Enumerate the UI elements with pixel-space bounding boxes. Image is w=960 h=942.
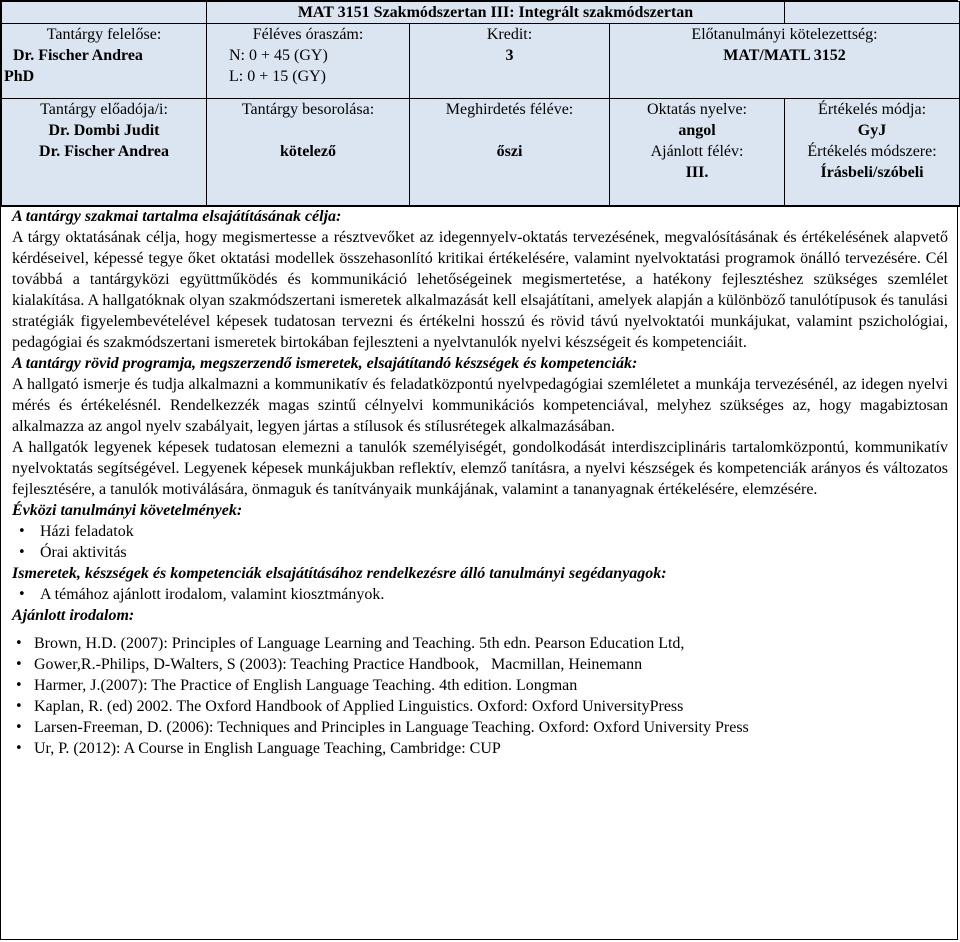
lecturer-name: Dr. Fischer Andrea	[39, 143, 169, 160]
responsible-cell	[2, 24, 207, 99]
prereq-value: MAT/MATL 3152	[723, 47, 846, 64]
requirements-list	[12, 521, 948, 563]
classification-label: Tantárgy besorolása:	[241, 101, 375, 118]
responsible-name: Dr. Fischer Andrea	[13, 47, 143, 64]
evaluation-cell	[785, 99, 960, 207]
list-item: • Larsen-Freeman, D. (2006): Techniques and Principles in Language Teaching. Oxford: Oxford University Press	[12, 717, 948, 738]
eval-method-value: Írásbeli/szóbeli	[820, 164, 924, 181]
hours-l: L: 0 + 15 (GY)	[229, 68, 327, 85]
course-content	[1, 205, 959, 759]
program-heading: A tantárgy rövid programja, megszerzendő ismeretek, elsajátítandó készségek és kompetenciák:	[12, 355, 638, 372]
responsible-label: Tantárgy felelőse:	[46, 26, 162, 43]
literature-list	[12, 633, 948, 759]
requirements-heading: Évközi tanulmányi követelmények:	[12, 502, 243, 519]
hours-n: N: 0 + 45 (GY)	[229, 47, 328, 64]
eval-type-label: Értékelés módja:	[818, 101, 927, 118]
semester-cell	[410, 99, 610, 207]
materials-list	[12, 584, 948, 605]
course-header-table	[1, 1, 960, 207]
hours-label: Féléves óraszám:	[252, 26, 364, 43]
lecturers-label: Tantárgy előadója/i:	[40, 101, 168, 118]
list-item: • Órai aktivitás	[12, 542, 948, 563]
prereq-label: Előtanulmányi kötelezettség:	[691, 26, 878, 43]
responsible-title: PhD	[4, 68, 35, 85]
lecturer-name: Dr. Dombi Judit	[48, 122, 160, 139]
recommended-value: III.	[685, 164, 709, 181]
materials-heading: Ismeretek, készségek és kompetenciák elsajátításához rendelkezésre álló tanulmányi segédanyagok:	[12, 565, 667, 582]
credit-cell	[410, 24, 610, 99]
list-item: • Brown, H.D. (2007): Principles of Language Learning and Teaching. 5th edn. Pearson Education Ltd,	[12, 633, 948, 654]
recommended-label: Ajánlott félév:	[650, 143, 744, 160]
language-value: angol	[678, 122, 716, 139]
eval-type-value: GyJ	[857, 122, 887, 139]
credit-label: Kredit:	[486, 26, 533, 43]
semester-value: őszi	[496, 143, 523, 160]
list-item: • Ur, P. (2012): A Course in English Language Teaching, Cambridge: CUP	[12, 738, 948, 759]
hours-cell	[207, 24, 410, 99]
aim-heading: A tantárgy szakmai tartalma elsajátításának célja:	[12, 208, 342, 225]
list-item: • A témához ajánlott irodalom, valamint kiosztmányok.	[12, 584, 948, 605]
classification-value: kötelező	[280, 143, 336, 160]
aim-paragraph: A tárgy oktatásának célja, hogy megismertesse a résztvevőket az idegennyelv-oktatás tervezésének, megvalósításának és értékelésének alapvető kérdéseivel, képessé tegye őket oktatási modellek összehasonlító kritikai értékelésére, valamint nyelvoktatási programok önálló tervezésére. Cél továbbá a tantárgyközi együttműködés és kommunikáció lehetőségeinek megismertetése, a hatékony fejlesztéshez szükséges szemlélet kialakítása. A hallgatóknak olyan szakmódszertani ismeretek alkalmazását kell elsajátítani, amelyek alapján a különböző tanulótípusok és tanulási stratégiák figyelembevételével képesek tudatosan tervezni és értékelni hosszú és rövid távú nyelvoktatói munkájukat, valamint pszichológiai, pedagógiai és szakmódszertani ismeretek birtokában fejleszteni a nyelvtanulók nyelvi készségeit és kompetenciáit.	[12, 229, 948, 351]
credit-value: 3	[505, 47, 514, 64]
prereq-cell	[610, 24, 960, 99]
language-cell	[610, 99, 785, 207]
semester-label: Meghirdetés féléve:	[445, 101, 574, 118]
list-item: • Házi feladatok	[12, 521, 948, 542]
list-item: • Harmer, J.(2007): The Practice of English Language Teaching. 4th edition. Longman	[12, 675, 948, 696]
program-paragraph: A hallgatók legyenek képesek tudatosan elemezni a tanulók személyiségét, gondolkodását interdiszciplináris tartalomközpontú, kommunikatív nyelvoktatás segítségével. Legyenek képesek munkájukban reflektív, elemző tanításra, a nyelvi készségek és kompetenciák arányos és változatos fejlesztésére, a tanulók motiválására, önmaguk és tanítványaik munkájának, valamint a tananyagnak értékelésére, elemzésére.	[12, 439, 948, 498]
literature-heading: Ajánlott irodalom:	[12, 607, 135, 624]
lecturers-cell	[2, 99, 207, 207]
classification-cell	[207, 99, 410, 207]
course-title: MAT 3151 Szakmódszertan III: Integrált szakmódszertan	[207, 2, 785, 24]
list-item: • Kaplan, R. (ed) 2002. The Oxford Handbook of Applied Linguistics. Oxford: Oxford UniversityPress	[12, 696, 948, 717]
program-paragraph: A hallgató ismerje és tudja alkalmazni a kommunikatív és feladatközpontú nyelvpedagógiai szemléletet a munkája tervezésénél, az idegen nyelvi mérés és értékelésnél. Rendelkezzék magas szintű célnyelvi kommunikációs kompetenciával, melyhez szükséges az, hogy magabiztosan alkalmazza az angol nyelv szabályait, legyen jártas a stílusok és stílusrétegek alkalmazásában.	[12, 376, 948, 435]
list-item: • Gower,R.-Philips, D-Walters, S (2003): Teaching Practice Handbook, Macmillan, Heinemann	[12, 654, 948, 675]
language-label: Oktatás nyelve:	[647, 101, 747, 118]
eval-method-label: Értékelés módszere:	[807, 143, 937, 160]
